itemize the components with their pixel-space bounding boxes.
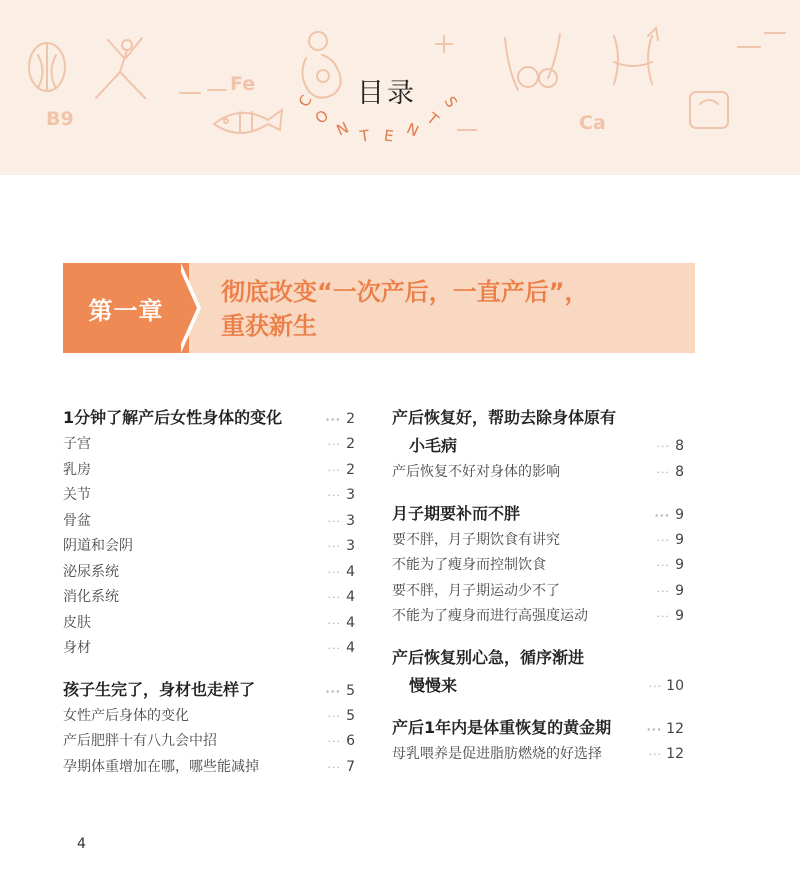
contents-letter: S xyxy=(440,93,461,111)
toc-entry-title: 关节 xyxy=(63,487,91,503)
toc-entry-title: 子宫 xyxy=(63,436,91,452)
chapter-title-line: 彻底改变“一次产后，一直产后”， xyxy=(221,278,589,306)
toc-entry[interactable] xyxy=(63,611,355,637)
toc-entry[interactable] xyxy=(63,432,355,458)
contents-letter: T xyxy=(358,126,371,146)
toc-entry[interactable] xyxy=(392,460,684,486)
contents-letter: T xyxy=(423,109,442,129)
toc-entry[interactable] xyxy=(63,483,355,509)
toc-entry[interactable] xyxy=(63,560,355,586)
toc-section-title-continued: 小毛病 xyxy=(409,436,458,455)
leader-dots: ··· xyxy=(648,679,663,693)
toc-page-number: 9 xyxy=(675,582,684,599)
toc-entry-title: 母乳喂养是促进脂肪燃烧的好选择 xyxy=(392,745,602,762)
leader-dots: ··· xyxy=(327,540,341,553)
toc-page-number: 3 xyxy=(346,538,355,554)
toc-section-title: 产后恢复好，帮助去除身体原有 xyxy=(392,408,617,427)
leader-dots: ··· xyxy=(656,584,670,598)
leader-dots: ··· xyxy=(654,508,670,522)
toc-entry-title: 不能为了瘦身而控制饮食 xyxy=(392,557,546,573)
toc-entry[interactable] xyxy=(63,534,355,560)
toc-section[interactable] xyxy=(392,404,684,460)
toc-page-number: 12 xyxy=(666,720,684,737)
toc-entry-title: 骨盆 xyxy=(63,512,91,529)
leader-dots: ··· xyxy=(327,709,341,723)
leader-dots: ··· xyxy=(327,489,341,502)
toc-entry[interactable] xyxy=(392,528,684,554)
toc-entry-title: 乳房 xyxy=(63,461,91,478)
toc-entry-title: 消化系统 xyxy=(63,589,119,605)
contents-letter: N xyxy=(333,118,352,140)
toc-section[interactable] xyxy=(392,500,684,528)
toc-entry-title: 身材 xyxy=(63,640,91,656)
toc-entry[interactable] xyxy=(63,509,355,535)
toc-right-column xyxy=(392,404,684,767)
toc-entry-title: 不能为了瘦身而进行高强度运动 xyxy=(392,608,588,624)
toc-entry[interactable] xyxy=(63,458,355,484)
toc-page-number: 2 xyxy=(346,436,355,452)
leader-dots: ··· xyxy=(327,616,341,630)
toc-section-title: 孩子生完了，身材也走样了 xyxy=(63,679,256,699)
toc-page-number: 4 xyxy=(346,589,355,605)
toc-page-number: 4 xyxy=(346,563,355,580)
toc-page-number: 5 xyxy=(346,707,355,724)
scale-icon xyxy=(690,92,728,128)
toc-entry[interactable] xyxy=(63,729,355,755)
vitamin-b9-label: B9 xyxy=(46,108,74,130)
toc-entry-title: 孕期体重增加在哪，哪些能减掉 xyxy=(63,758,259,775)
toc-left-column xyxy=(63,404,355,780)
toc-page-number: 5 xyxy=(346,682,355,699)
leader-dots: ··· xyxy=(327,565,341,579)
toc-section-title: 产后恢复别心急，循序渐进 xyxy=(392,647,585,667)
chapter-arrow xyxy=(177,263,197,353)
toc-page-number: 2 xyxy=(346,411,355,427)
leader-dots: ··· xyxy=(327,591,341,604)
mother-baby-icon xyxy=(302,32,340,98)
leader-dots: ··· xyxy=(327,642,341,655)
leader-dots: ··· xyxy=(327,735,341,748)
toc-page-number: 3 xyxy=(346,512,355,529)
toc-page-number: 2 xyxy=(346,461,355,478)
leader-dots: ··· xyxy=(646,722,663,736)
toc-page-number: 9 xyxy=(675,506,684,523)
toc-entry-title: 产后恢复不好对身体的影响 xyxy=(392,464,560,480)
chapter-title xyxy=(221,275,681,343)
toc-page-number: 8 xyxy=(675,464,684,480)
yoga-figure-icon xyxy=(96,38,145,98)
toc-entry[interactable] xyxy=(392,579,684,605)
toc-page-number: 9 xyxy=(675,557,684,573)
leader-dots: ··· xyxy=(656,533,670,547)
contents-letter: O xyxy=(311,106,333,128)
nut-icon xyxy=(29,43,65,91)
toc-page-number: 8 xyxy=(675,438,684,454)
toc-entry[interactable] xyxy=(392,604,684,630)
toc-section[interactable] xyxy=(392,714,684,742)
leader-dots: ··· xyxy=(327,760,341,774)
iron-label: Fe xyxy=(230,73,256,95)
toc-page-number: 9 xyxy=(675,531,684,548)
contents-letter: N xyxy=(403,119,422,141)
toc-page-number: 4 xyxy=(346,640,355,656)
toc-section-title-continued: 慢慢来 xyxy=(409,675,458,695)
leader-dots: ··· xyxy=(327,463,341,477)
contents-letter: C xyxy=(294,91,316,111)
chapter-tag: 第一章 xyxy=(63,263,189,353)
leader-dots: ··· xyxy=(327,438,341,451)
leader-dots: ··· xyxy=(656,466,670,479)
bust-icon xyxy=(505,34,560,90)
toc-page-number: 10 xyxy=(666,677,684,694)
toc-section-title: 1分钟了解产后女性身体的变化 xyxy=(63,408,283,427)
contents-letter: E xyxy=(382,126,395,146)
leader-dots: ··· xyxy=(656,610,670,623)
toc-section[interactable] xyxy=(63,676,355,704)
leader-dots: ··· xyxy=(656,559,670,572)
toc-page-number: 7 xyxy=(346,758,355,775)
header-band xyxy=(0,0,800,175)
toc-entry[interactable] xyxy=(392,742,684,768)
page-number: 4 xyxy=(77,836,86,852)
calcium-label: Ca xyxy=(579,112,606,134)
leader-dots: ··· xyxy=(325,413,341,426)
toc-entry-title: 要不胖，月子期饮食有讲究 xyxy=(392,531,560,548)
toc-entry[interactable] xyxy=(392,553,684,579)
toc-entry-title: 泌尿系统 xyxy=(63,563,119,580)
toc-page-number: 12 xyxy=(666,745,684,762)
toc-page-number: 4 xyxy=(346,614,355,631)
toc-entry[interactable] xyxy=(63,704,355,730)
toc-entry-title: 产后肥胖十有八九会中招 xyxy=(63,733,217,749)
toc-section-title: 月子期要补而不胖 xyxy=(392,503,521,523)
leader-dots: ··· xyxy=(325,684,341,698)
toc-entry[interactable] xyxy=(63,755,355,781)
toc-page-number: 9 xyxy=(675,608,684,624)
toc-entry-title: 要不胖，月子期运动少不了 xyxy=(392,582,560,599)
toc-entry[interactable] xyxy=(63,585,355,611)
waist-icon xyxy=(614,28,658,84)
toc-section[interactable] xyxy=(392,644,684,700)
chapter-banner xyxy=(63,263,695,353)
leader-dots: ··· xyxy=(648,747,663,761)
toc-entry-title: 皮肤 xyxy=(63,614,91,631)
chapter-title-line: 重获新生 xyxy=(221,312,317,340)
leader-dots: ··· xyxy=(656,440,670,453)
toc-entry-title: 女性产后身体的变化 xyxy=(63,707,189,724)
fish-icon xyxy=(214,110,282,133)
toc-page-number: 6 xyxy=(346,733,355,749)
toc-entry-title: 阴道和会阴 xyxy=(63,538,133,554)
toc-entry[interactable] xyxy=(63,636,355,662)
toc-page-number: 3 xyxy=(346,487,355,503)
page-title: 目录 xyxy=(357,78,417,109)
toc-section-title: 产后1年内是体重恢复的黄金期 xyxy=(392,717,612,737)
toc-section[interactable] xyxy=(63,404,355,432)
leader-dots: ··· xyxy=(327,514,341,528)
